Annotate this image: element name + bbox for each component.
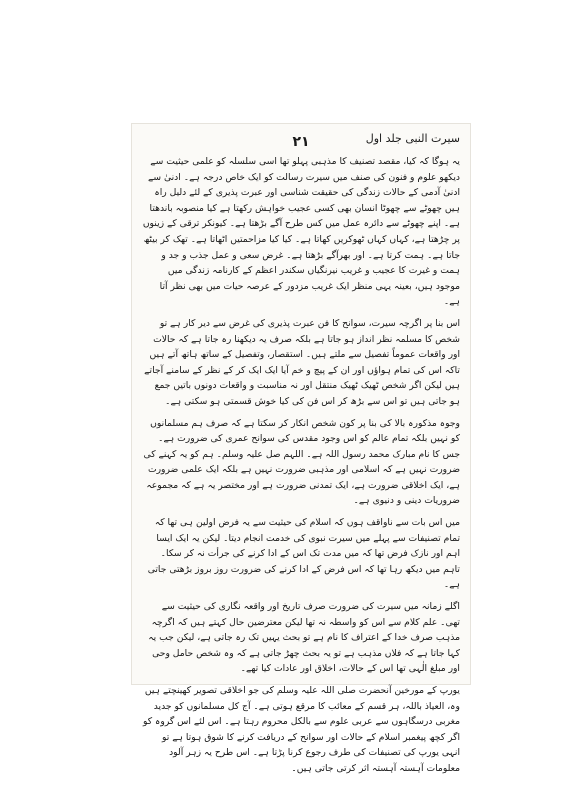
page-header xyxy=(142,132,460,154)
paragraph: میں اس بات سے ناواقف ہوں کہ اسلام کی حیثیت سے یہ فرض اولین ہی تھا کہ تمام تصنیفات سے پہلے میں سیرت نبوی کی خدمت انجام دیتا۔ لیکن یہ ایک ایسا اہم اور نازک فرض تھا کہ میں مدت تک اس کے ادا کرنے کی جرأت نہ کر سکا۔ تاہم میں دیکھ رہا تھا کہ اس فرض کے ادا کرنے کی ضرورت روز بروز بڑھتی جاتی ہے۔ xyxy=(147,517,460,591)
paragraph: یورپ کے مورخین آنحضرت صلی اللہ علیہ وسلم کی جو اخلاقی تصویر کھینچتے ہیں وہ، العیاذ باللہ، ہر قسم کے معائب کا مرقع ہوتی ہے۔ آج کل مسلمانوں کو جدید مغربی درسگاہوں سے عربی علوم سے بالکل محروم رہتا ہے۔ اس لئے اس گروہ کو اگر کچھ پیغمبر اسلام کے حالات اور سوانح کے دریافت کرنے کا شوق ہوتا ہے تو انہی یورپ کی تصنیفات کی طرف رجوع کرنا پڑتا ہے۔ اس طرح یہ زہر آلود معلومات آہستہ آہستہ اثر کرتی جاتی ہیں۔ xyxy=(142,685,460,774)
paragraph: یہ ہوگا کہ کیا، مقصد تصنیف کا مذہبی پہلو تھا اسی سلسلہ کو علمی حیثیت سے دیکھو علوم و فنون کی صنف میں سیرت رسالت کو ایک خاص درجہ ہے۔ ادنیٰ سے ادنیٰ آدمی کے حالات زندگی کی حقیقت شناسی اور عبرت پذیری کے لئے دلیل راہ ہیں چھوٹے سے چھوٹا انسان بھی کسی عجیب خواہش رکھتا ہے کیا منصوبہ باندھتا ہے۔ اپنے چھوٹے سے دائرہ عمل میں کس طرح آگے بڑھتا ہے۔ کیونکر ترقی کے زینوں پر چڑھتا ہے، کہاں کہاں ٹھوکریں کھاتا ہے۔ کیا کیا مزاحمتیں اٹھاتا ہے۔ تھک کر بیٹھ جاتا ہے۔ ہمت کرتا ہے۔ اور بھرآگے بڑھتا ہے۔ غرض سعی و عمل جذب و جد و ہمت و غیرت کا عجیب و غریب نیرنگیاں سکندر اعظم کے کارنامہ زندگی میں موجود ہیں، بعینہ یہی منظر ایک غریب مزدور کے عرصہ حیات میں بھی نظر آتا ہے۔ xyxy=(142,156,460,308)
paragraph: اس بنا پر اگرچہ سیرت، سوانح کا فن عبرت پذیری کی غرض سے دیر کار ہے تو شخص کا مسلمہ نظر انداز ہو جاتا ہے بلکہ صرف یہ دیکھنا رہ جاتا ہے کہ حالات اور واقعات عموماً تفصیل سے ملتے ہیں۔ استقصار، وتفصیل کے ساتھ ہاتھ آتے ہیں تاکہ اس کی تمام ہواؤں اور ان کے پیچ و خم آیا ایک ایک کر کے نظر کے سامنے آجاتے ہیں لیکن اگر شخص ٹھیک ٹھیک منتقل اور نہ مناسبت و واقعات دونوں باتیں جمع ہو جاتی ہیں تو اس سے بڑھ کر اس فن کی کیا خوش قسمتی ہو سکتی ہے۔ xyxy=(144,317,460,407)
paragraph: وجوہ مذکورہ بالا کی بنا پر کون شخص انکار کر سکتا ہے کہ صرف ہم مسلمانوں کو نہیں بلکہ تمام عالم کو اس وجود مقدس کی سوانح عمری کی ضرورت ہے۔ جس کا نام مبارک محمد رسول اللہ ہے۔ اللہم صل علیہ وسلم۔ ہم کو یہ کہنے کی ضرورت نہیں ہے کہ اسلامی اور مذہبی ضرورت نہیں ہے بلکہ ایک علمی ضرورت ہے، ایک اخلاقی ضرورت ہے، ایک تمدنی ضرورت ہے اور مختصر یہ ہے کہ مجموعہ ضروریات دینی و دنیوی ہے۔ xyxy=(143,417,460,507)
book-page xyxy=(132,124,470,774)
page-number: ۲۱ xyxy=(292,134,310,150)
body-text xyxy=(142,154,460,774)
paragraph: اگلے زمانہ میں سیرت کی ضرورت صرف تاریخ اور واقعہ نگاری کی حیثیت سے تھی۔ علم کلام سے اس کو واسطہ نہ تھا لیکن معترضین حال کہتے ہیں کہ اگرچہ مذہب صرف خدا کے اعتراف کا نام ہے تو بحث یہیں تک رہ جاتی ہے، لیکن جب یہ کہا جاتا ہے کہ فلاں مذہب ہے تو یہ بحث چھڑ جاتی ہے کہ وہ شخص حامل وحی اور مبلغ الٰہی تھا اس کے حالات، اخلاق اور عادات کیا تھے۔ xyxy=(148,601,460,675)
running-title: سیرت النبی جلد اول xyxy=(365,132,460,145)
